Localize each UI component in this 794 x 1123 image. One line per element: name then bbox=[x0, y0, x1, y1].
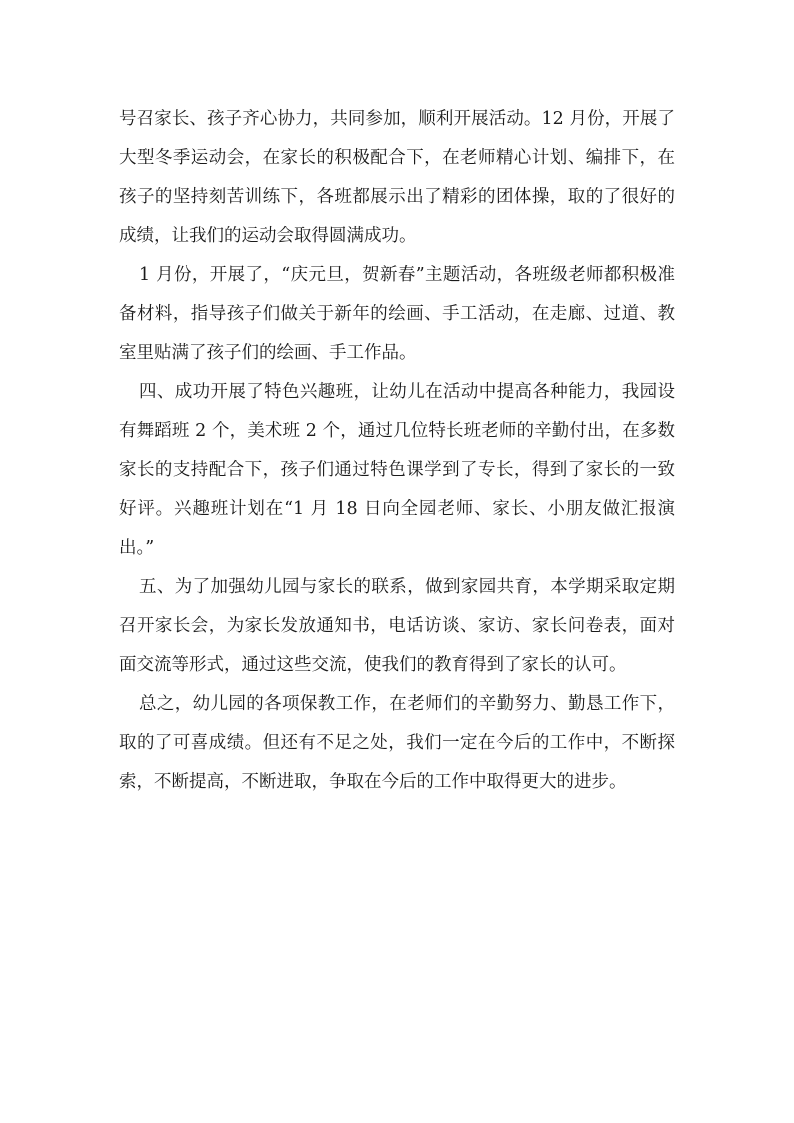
paragraph-2: 1 月份，开展了，“庆元旦，贺新春”主题活动，各班级老师都积极准备材料，指导孩子们做关于新年的绘画、手工活动，在走廊、过道、教室里贴满了孩子们的绘画、手工作品。 bbox=[119, 265, 675, 363]
paragraph-3: 四、成功开展了特色兴趣班，让幼儿在活动中提高各种能力，我园设有舞蹈班 2 个，美术班 2 个，通过几位特长班老师的辛勤付出，在多数家长的支持配合下，孩子们通过特色课学到了专长，得到了家长的一致好评。兴趣班计划在“1 月 18 日向全园老师、家长、小朋友做汇报演出。” bbox=[119, 382, 675, 558]
paragraph-5: 总之，幼儿园的各项保教工作，在老师们的辛勤努力、勤恳工作下，取的了可喜成绩。但还有不足之处，我们一定在今后的工作中，不断探索，不断提高，不断进取，争取在今后的工作中取得更大的进步。 bbox=[119, 694, 675, 792]
paragraph-1: 号召家长、孩子齐心协力，共同参加，顺利开展活动。12 月份，开展了大型冬季运动会，在家长的积极配合下，在老师精心计划、编排下，在孩子的坚持刻苦训练下，各班都展示出了精彩的团体操，取的了很好的成绩，让我们的运动会取得圆满成功。 bbox=[119, 109, 675, 246]
document-body bbox=[119, 100, 675, 802]
paragraph-4: 五、为了加强幼儿园与家长的联系，做到家园共育，本学期采取定期召开家长会，为家长发放通知书，电话访谈、家访、家长问卷表，面对面交流等形式，通过这些交流，使我们的教育得到了家长的认可。 bbox=[119, 577, 675, 675]
